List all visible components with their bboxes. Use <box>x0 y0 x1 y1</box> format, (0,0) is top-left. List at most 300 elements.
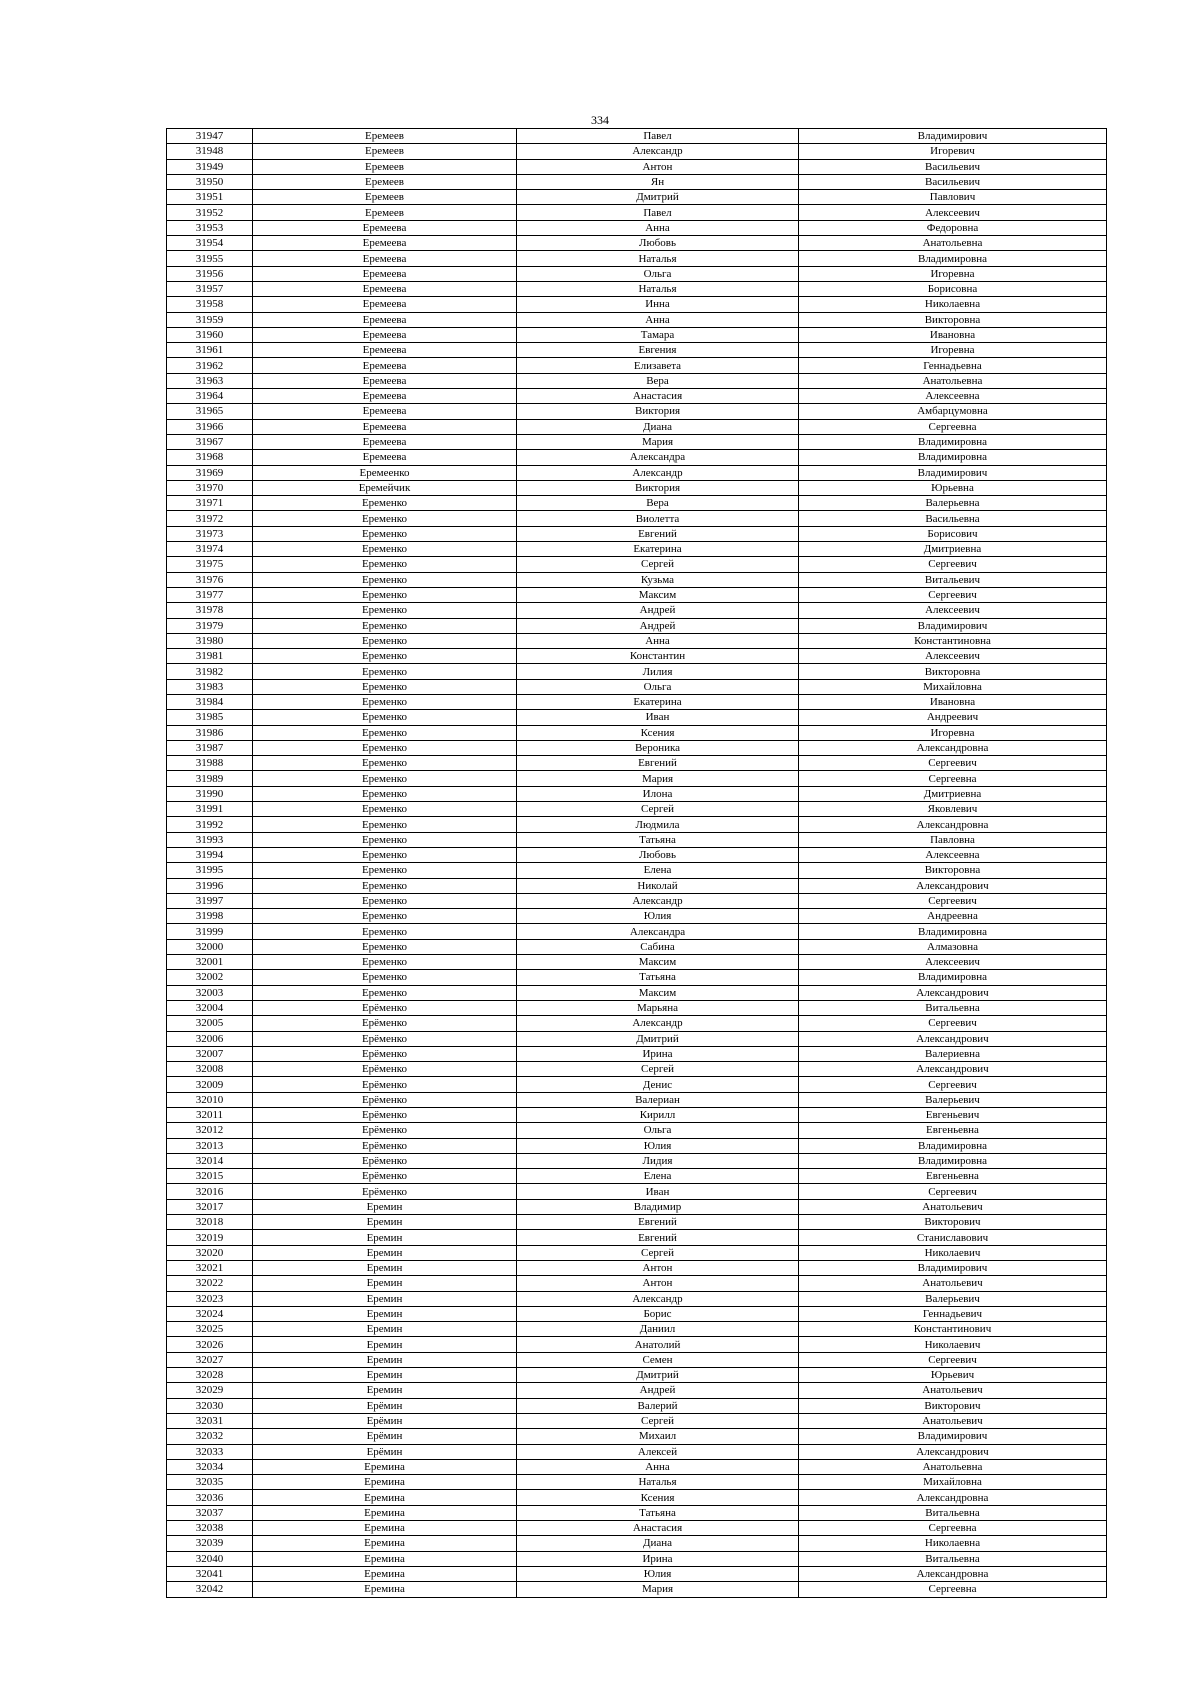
patronymic-cell: Витальевич <box>799 572 1107 587</box>
patronymic-cell: Сергеевич <box>799 893 1107 908</box>
record-number-cell: 32010 <box>167 1092 253 1107</box>
table-row <box>167 358 1107 373</box>
surname-cell: Еремина <box>253 1582 517 1597</box>
patronymic-cell: Геннадьевич <box>799 1306 1107 1321</box>
first-name-cell: Иван <box>517 1184 799 1199</box>
record-number-cell: 31970 <box>167 480 253 495</box>
first-name-cell: Ирина <box>517 1046 799 1061</box>
record-number-cell: 32009 <box>167 1077 253 1092</box>
surname-cell: Еремина <box>253 1475 517 1490</box>
first-name-cell: Дмитрий <box>517 190 799 205</box>
first-name-cell: Татьяна <box>517 1505 799 1520</box>
first-name-cell: Юлия <box>517 1138 799 1153</box>
record-number-cell: 31975 <box>167 557 253 572</box>
first-name-cell: Виктория <box>517 404 799 419</box>
table-row <box>167 404 1107 419</box>
first-name-cell: Анна <box>517 312 799 327</box>
surname-cell: Ерёменко <box>253 1046 517 1061</box>
surname-cell: Ерёмин <box>253 1444 517 1459</box>
record-number-cell: 32007 <box>167 1046 253 1061</box>
table-row <box>167 587 1107 602</box>
patronymic-cell: Николаевна <box>799 297 1107 312</box>
table-row <box>167 129 1107 144</box>
record-number-cell: 32004 <box>167 1000 253 1015</box>
patronymic-cell: Александрович <box>799 878 1107 893</box>
first-name-cell: Павел <box>517 205 799 220</box>
table-row <box>167 924 1107 939</box>
surname-cell: Еременко <box>253 847 517 862</box>
patronymic-cell: Викторовна <box>799 863 1107 878</box>
first-name-cell: Александр <box>517 1291 799 1306</box>
surname-cell: Еремин <box>253 1215 517 1230</box>
patronymic-cell: Александрович <box>799 1444 1107 1459</box>
table-row <box>167 434 1107 449</box>
first-name-cell: Ольга <box>517 679 799 694</box>
record-number-cell: 32006 <box>167 1031 253 1046</box>
record-number-cell: 32013 <box>167 1138 253 1153</box>
surname-cell: Ерёмин <box>253 1413 517 1428</box>
surname-cell: Еремеева <box>253 266 517 281</box>
patronymic-cell: Станиславович <box>799 1230 1107 1245</box>
record-number-cell: 32003 <box>167 985 253 1000</box>
surname-cell: Еремин <box>253 1230 517 1245</box>
surname-cell: Еремеева <box>253 404 517 419</box>
first-name-cell: Ксения <box>517 1490 799 1505</box>
record-number-cell: 31990 <box>167 786 253 801</box>
surname-cell: Еремеев <box>253 144 517 159</box>
table-row <box>167 1322 1107 1337</box>
patronymic-cell: Сергеевна <box>799 1582 1107 1597</box>
table-row <box>167 419 1107 434</box>
patronymic-cell: Владимирович <box>799 618 1107 633</box>
first-name-cell: Александра <box>517 450 799 465</box>
table-row <box>167 480 1107 495</box>
record-number-cell: 32008 <box>167 1062 253 1077</box>
surname-cell: Еременко <box>253 756 517 771</box>
first-name-cell: Сергей <box>517 1245 799 1260</box>
page-number: 334 <box>591 113 609 127</box>
table-row <box>167 1138 1107 1153</box>
surname-cell: Еремин <box>253 1306 517 1321</box>
table-row <box>167 1260 1107 1275</box>
first-name-cell: Юлия <box>517 1566 799 1581</box>
patronymic-cell: Евгеньевна <box>799 1169 1107 1184</box>
surname-cell: Еремеева <box>253 389 517 404</box>
patronymic-cell: Сергеевич <box>799 1016 1107 1031</box>
surname-cell: Еременко <box>253 939 517 954</box>
patronymic-cell: Игоревна <box>799 343 1107 358</box>
first-name-cell: Евгений <box>517 1215 799 1230</box>
first-name-cell: Сергей <box>517 802 799 817</box>
patronymic-cell: Васильевич <box>799 174 1107 189</box>
record-number-cell: 31960 <box>167 327 253 342</box>
patronymic-cell: Викторович <box>799 1398 1107 1413</box>
first-name-cell: Ольга <box>517 1123 799 1138</box>
record-number-cell: 31958 <box>167 297 253 312</box>
patronymic-cell: Константиновна <box>799 633 1107 648</box>
record-number-cell: 32032 <box>167 1429 253 1444</box>
first-name-cell: Диана <box>517 419 799 434</box>
surname-cell: Еременко <box>253 909 517 924</box>
record-number-cell: 31952 <box>167 205 253 220</box>
patronymic-cell: Евгеньевна <box>799 1123 1107 1138</box>
record-number-cell: 31976 <box>167 572 253 587</box>
first-name-cell: Константин <box>517 649 799 664</box>
patronymic-cell: Владимирович <box>799 465 1107 480</box>
table-row <box>167 802 1107 817</box>
record-number-cell: 32016 <box>167 1184 253 1199</box>
surname-cell: Еремеева <box>253 312 517 327</box>
table-row <box>167 1276 1107 1291</box>
record-number-cell: 31963 <box>167 373 253 388</box>
record-number-cell: 31959 <box>167 312 253 327</box>
surname-cell: Еремин <box>253 1322 517 1337</box>
first-name-cell: Андрей <box>517 618 799 633</box>
surname-cell: Еремеев <box>253 190 517 205</box>
patronymic-cell: Викторович <box>799 1215 1107 1230</box>
table-row <box>167 817 1107 832</box>
table-row <box>167 496 1107 511</box>
patronymic-cell: Павловна <box>799 832 1107 847</box>
patronymic-cell: Игоревич <box>799 144 1107 159</box>
surname-cell: Еременко <box>253 649 517 664</box>
surname-cell: Еременко <box>253 893 517 908</box>
first-name-cell: Тамара <box>517 327 799 342</box>
surname-cell: Еремеев <box>253 205 517 220</box>
surname-cell: Еременко <box>253 802 517 817</box>
first-name-cell: Анатолий <box>517 1337 799 1352</box>
table-row <box>167 557 1107 572</box>
record-number-cell: 31954 <box>167 236 253 251</box>
table-row <box>167 939 1107 954</box>
patronymic-cell: Владимировна <box>799 1138 1107 1153</box>
first-name-cell: Сергей <box>517 1062 799 1077</box>
first-name-cell: Сабина <box>517 939 799 954</box>
first-name-cell: Андрей <box>517 1383 799 1398</box>
record-number-cell: 31995 <box>167 863 253 878</box>
table-row <box>167 190 1107 205</box>
patronymic-cell: Сергеевич <box>799 587 1107 602</box>
surname-cell: Ерёменко <box>253 1153 517 1168</box>
table-row <box>167 465 1107 480</box>
record-number-cell: 32022 <box>167 1276 253 1291</box>
first-name-cell: Анастасия <box>517 389 799 404</box>
patronymic-cell: Борисовна <box>799 281 1107 296</box>
surname-cell: Еременко <box>253 587 517 602</box>
first-name-cell: Валерий <box>517 1398 799 1413</box>
surname-cell: Еременко <box>253 710 517 725</box>
table-row <box>167 694 1107 709</box>
first-name-cell: Виктория <box>517 480 799 495</box>
table-row <box>167 847 1107 862</box>
table-row <box>167 1077 1107 1092</box>
table-row <box>167 542 1107 557</box>
record-number-cell: 31989 <box>167 771 253 786</box>
record-number-cell: 31996 <box>167 878 253 893</box>
surname-cell: Еременко <box>253 786 517 801</box>
surname-cell: Еремина <box>253 1505 517 1520</box>
patronymic-cell: Владимировна <box>799 434 1107 449</box>
record-number-cell: 31961 <box>167 343 253 358</box>
patronymic-cell: Павлович <box>799 190 1107 205</box>
surname-cell: Еременко <box>253 771 517 786</box>
table-row <box>167 511 1107 526</box>
record-number-cell: 32020 <box>167 1245 253 1260</box>
surname-cell: Еременко <box>253 694 517 709</box>
table-row <box>167 236 1107 251</box>
patronymic-cell: Анатольевич <box>799 1413 1107 1428</box>
record-number-cell: 32019 <box>167 1230 253 1245</box>
surname-cell: Еремин <box>253 1245 517 1260</box>
record-number-cell: 32031 <box>167 1413 253 1428</box>
surname-cell: Еременко <box>253 542 517 557</box>
table-row <box>167 771 1107 786</box>
record-number-cell: 31949 <box>167 159 253 174</box>
first-name-cell: Евгений <box>517 756 799 771</box>
record-number-cell: 32028 <box>167 1368 253 1383</box>
table-row <box>167 1413 1107 1428</box>
record-number-cell: 32030 <box>167 1398 253 1413</box>
surname-cell: Ерёменко <box>253 1138 517 1153</box>
table-row <box>167 1062 1107 1077</box>
record-number-cell: 32024 <box>167 1306 253 1321</box>
record-number-cell: 31978 <box>167 603 253 618</box>
surname-cell: Ерёменко <box>253 1169 517 1184</box>
patronymic-cell: Васильевич <box>799 159 1107 174</box>
record-number-cell: 31992 <box>167 817 253 832</box>
first-name-cell: Наталья <box>517 1475 799 1490</box>
record-number-cell: 31991 <box>167 802 253 817</box>
first-name-cell: Даниил <box>517 1322 799 1337</box>
first-name-cell: Борис <box>517 1306 799 1321</box>
patronymic-cell: Владимирович <box>799 1260 1107 1275</box>
first-name-cell: Анастасия <box>517 1521 799 1536</box>
surname-cell: Ерёменко <box>253 1000 517 1015</box>
table-row <box>167 450 1107 465</box>
table-row <box>167 1092 1107 1107</box>
surname-cell: Еременко <box>253 985 517 1000</box>
record-number-cell: 32042 <box>167 1582 253 1597</box>
patronymic-cell: Евгеньевич <box>799 1108 1107 1123</box>
surname-cell: Еременко <box>253 572 517 587</box>
table-row <box>167 1398 1107 1413</box>
first-name-cell: Юлия <box>517 909 799 924</box>
record-number-cell: 31972 <box>167 511 253 526</box>
surname-cell: Ерёменко <box>253 1062 517 1077</box>
record-number-cell: 31966 <box>167 419 253 434</box>
surname-cell: Еременко <box>253 740 517 755</box>
record-number-cell: 31983 <box>167 679 253 694</box>
table-row <box>167 220 1107 235</box>
surname-cell: Еремин <box>253 1337 517 1352</box>
surname-cell: Еремеев <box>253 159 517 174</box>
surname-cell: Еременко <box>253 924 517 939</box>
table-row <box>167 343 1107 358</box>
table-row <box>167 281 1107 296</box>
table-row <box>167 786 1107 801</box>
first-name-cell: Мария <box>517 434 799 449</box>
surname-cell: Еременко <box>253 664 517 679</box>
surname-cell: Ерёменко <box>253 1016 517 1031</box>
table-row <box>167 266 1107 281</box>
patronymic-cell: Сергеевич <box>799 1184 1107 1199</box>
patronymic-cell: Анатольевна <box>799 236 1107 251</box>
record-number-cell: 31977 <box>167 587 253 602</box>
table-row <box>167 1337 1107 1352</box>
record-number-cell: 32034 <box>167 1459 253 1474</box>
patronymic-cell: Алексеевна <box>799 389 1107 404</box>
first-name-cell: Александра <box>517 924 799 939</box>
surname-cell: Ерёменко <box>253 1092 517 1107</box>
first-name-cell: Екатерина <box>517 694 799 709</box>
table-row <box>167 649 1107 664</box>
surname-cell: Еременко <box>253 603 517 618</box>
patronymic-cell: Владимировна <box>799 1153 1107 1168</box>
patronymic-cell: Владимировна <box>799 251 1107 266</box>
surname-cell: Еремина <box>253 1490 517 1505</box>
table-row <box>167 710 1107 725</box>
surname-cell: Еремеева <box>253 220 517 235</box>
surname-cell: Еремейчик <box>253 480 517 495</box>
record-number-cell: 32000 <box>167 939 253 954</box>
table-row <box>167 1490 1107 1505</box>
table-row <box>167 526 1107 541</box>
record-number-cell: 32026 <box>167 1337 253 1352</box>
table-row <box>167 1505 1107 1520</box>
first-name-cell: Павел <box>517 129 799 144</box>
table-row <box>167 909 1107 924</box>
patronymic-cell: Алексеевич <box>799 603 1107 618</box>
table-row <box>167 955 1107 970</box>
first-name-cell: Антон <box>517 1260 799 1275</box>
patronymic-cell: Яковлевич <box>799 802 1107 817</box>
surname-cell: Еремеева <box>253 434 517 449</box>
surname-cell: Еремина <box>253 1521 517 1536</box>
record-number-cell: 31980 <box>167 633 253 648</box>
patronymic-cell: Андреевна <box>799 909 1107 924</box>
patronymic-cell: Михайловна <box>799 1475 1107 1490</box>
table-row <box>167 312 1107 327</box>
first-name-cell: Анна <box>517 220 799 235</box>
first-name-cell: Елена <box>517 863 799 878</box>
record-number-cell: 31982 <box>167 664 253 679</box>
record-number-cell: 31950 <box>167 174 253 189</box>
patronymic-cell: Дмитриевна <box>799 786 1107 801</box>
table-row <box>167 205 1107 220</box>
table-row <box>167 1368 1107 1383</box>
surname-cell: Еременко <box>253 526 517 541</box>
patronymic-cell: Сергеевна <box>799 1521 1107 1536</box>
table-row <box>167 1123 1107 1138</box>
patronymic-cell: Владимирович <box>799 1429 1107 1444</box>
record-number-cell: 31997 <box>167 893 253 908</box>
record-number-cell: 32029 <box>167 1383 253 1398</box>
first-name-cell: Лилия <box>517 664 799 679</box>
surname-cell: Еремина <box>253 1566 517 1581</box>
first-name-cell: Людмила <box>517 817 799 832</box>
table-row <box>167 1306 1107 1321</box>
record-number-cell: 31994 <box>167 847 253 862</box>
patronymic-cell: Амбарцумовна <box>799 404 1107 419</box>
surname-cell: Еременко <box>253 817 517 832</box>
surname-cell: Еремеева <box>253 236 517 251</box>
first-name-cell: Наталья <box>517 281 799 296</box>
table-row <box>167 1475 1107 1490</box>
table-row <box>167 251 1107 266</box>
record-number-cell: 32002 <box>167 970 253 985</box>
patronymic-cell: Михайловна <box>799 679 1107 694</box>
patronymic-cell: Борисович <box>799 526 1107 541</box>
first-name-cell: Александр <box>517 893 799 908</box>
patronymic-cell: Валерьевич <box>799 1092 1107 1107</box>
first-name-cell: Ирина <box>517 1551 799 1566</box>
patronymic-cell: Викторовна <box>799 312 1107 327</box>
first-name-cell: Вероника <box>517 740 799 755</box>
first-name-cell: Анна <box>517 1459 799 1474</box>
table-row <box>167 1016 1107 1031</box>
record-number-cell: 32035 <box>167 1475 253 1490</box>
surname-cell: Еремин <box>253 1352 517 1367</box>
table-row <box>167 1245 1107 1260</box>
table-row <box>167 1536 1107 1551</box>
surname-cell: Еремин <box>253 1276 517 1291</box>
first-name-cell: Кузьма <box>517 572 799 587</box>
patronymic-cell: Юрьевич <box>799 1368 1107 1383</box>
table-row <box>167 1153 1107 1168</box>
first-name-cell: Мария <box>517 771 799 786</box>
table-row <box>167 1521 1107 1536</box>
first-name-cell: Семен <box>517 1352 799 1367</box>
record-number-cell: 32012 <box>167 1123 253 1138</box>
patronymic-cell: Сергеевна <box>799 771 1107 786</box>
surname-cell: Ерёменко <box>253 1123 517 1138</box>
first-name-cell: Михаил <box>517 1429 799 1444</box>
record-number-cell: 32015 <box>167 1169 253 1184</box>
patronymic-cell: Сергеевич <box>799 1077 1107 1092</box>
patronymic-cell: Александровна <box>799 817 1107 832</box>
table-row <box>167 1184 1107 1199</box>
surname-cell: Еремина <box>253 1459 517 1474</box>
patronymic-cell: Алмазовна <box>799 939 1107 954</box>
table-row <box>167 756 1107 771</box>
first-name-cell: Елена <box>517 1169 799 1184</box>
table-row <box>167 1291 1107 1306</box>
patronymic-cell: Сергеевич <box>799 756 1107 771</box>
table-row <box>167 1566 1107 1581</box>
table-row <box>167 893 1107 908</box>
patronymic-cell: Николаевич <box>799 1337 1107 1352</box>
patronymic-cell: Анатольевна <box>799 373 1107 388</box>
record-number-cell: 31953 <box>167 220 253 235</box>
surname-cell: Еременко <box>253 955 517 970</box>
patronymic-cell: Валерьевна <box>799 496 1107 511</box>
surname-cell: Еременко <box>253 633 517 648</box>
surname-cell: Ерёменко <box>253 1108 517 1123</box>
record-number-cell: 32037 <box>167 1505 253 1520</box>
table-row <box>167 1383 1107 1398</box>
surname-cell: Ерёменко <box>253 1184 517 1199</box>
surname-cell: Еремин <box>253 1291 517 1306</box>
patronymic-cell: Валериевна <box>799 1046 1107 1061</box>
record-number-cell: 31955 <box>167 251 253 266</box>
first-name-cell: Алексей <box>517 1444 799 1459</box>
patronymic-cell: Владимировна <box>799 450 1107 465</box>
record-number-cell: 32017 <box>167 1199 253 1214</box>
surname-cell: Еременко <box>253 863 517 878</box>
record-number-cell: 31981 <box>167 649 253 664</box>
first-name-cell: Александр <box>517 1016 799 1031</box>
first-name-cell: Екатерина <box>517 542 799 557</box>
